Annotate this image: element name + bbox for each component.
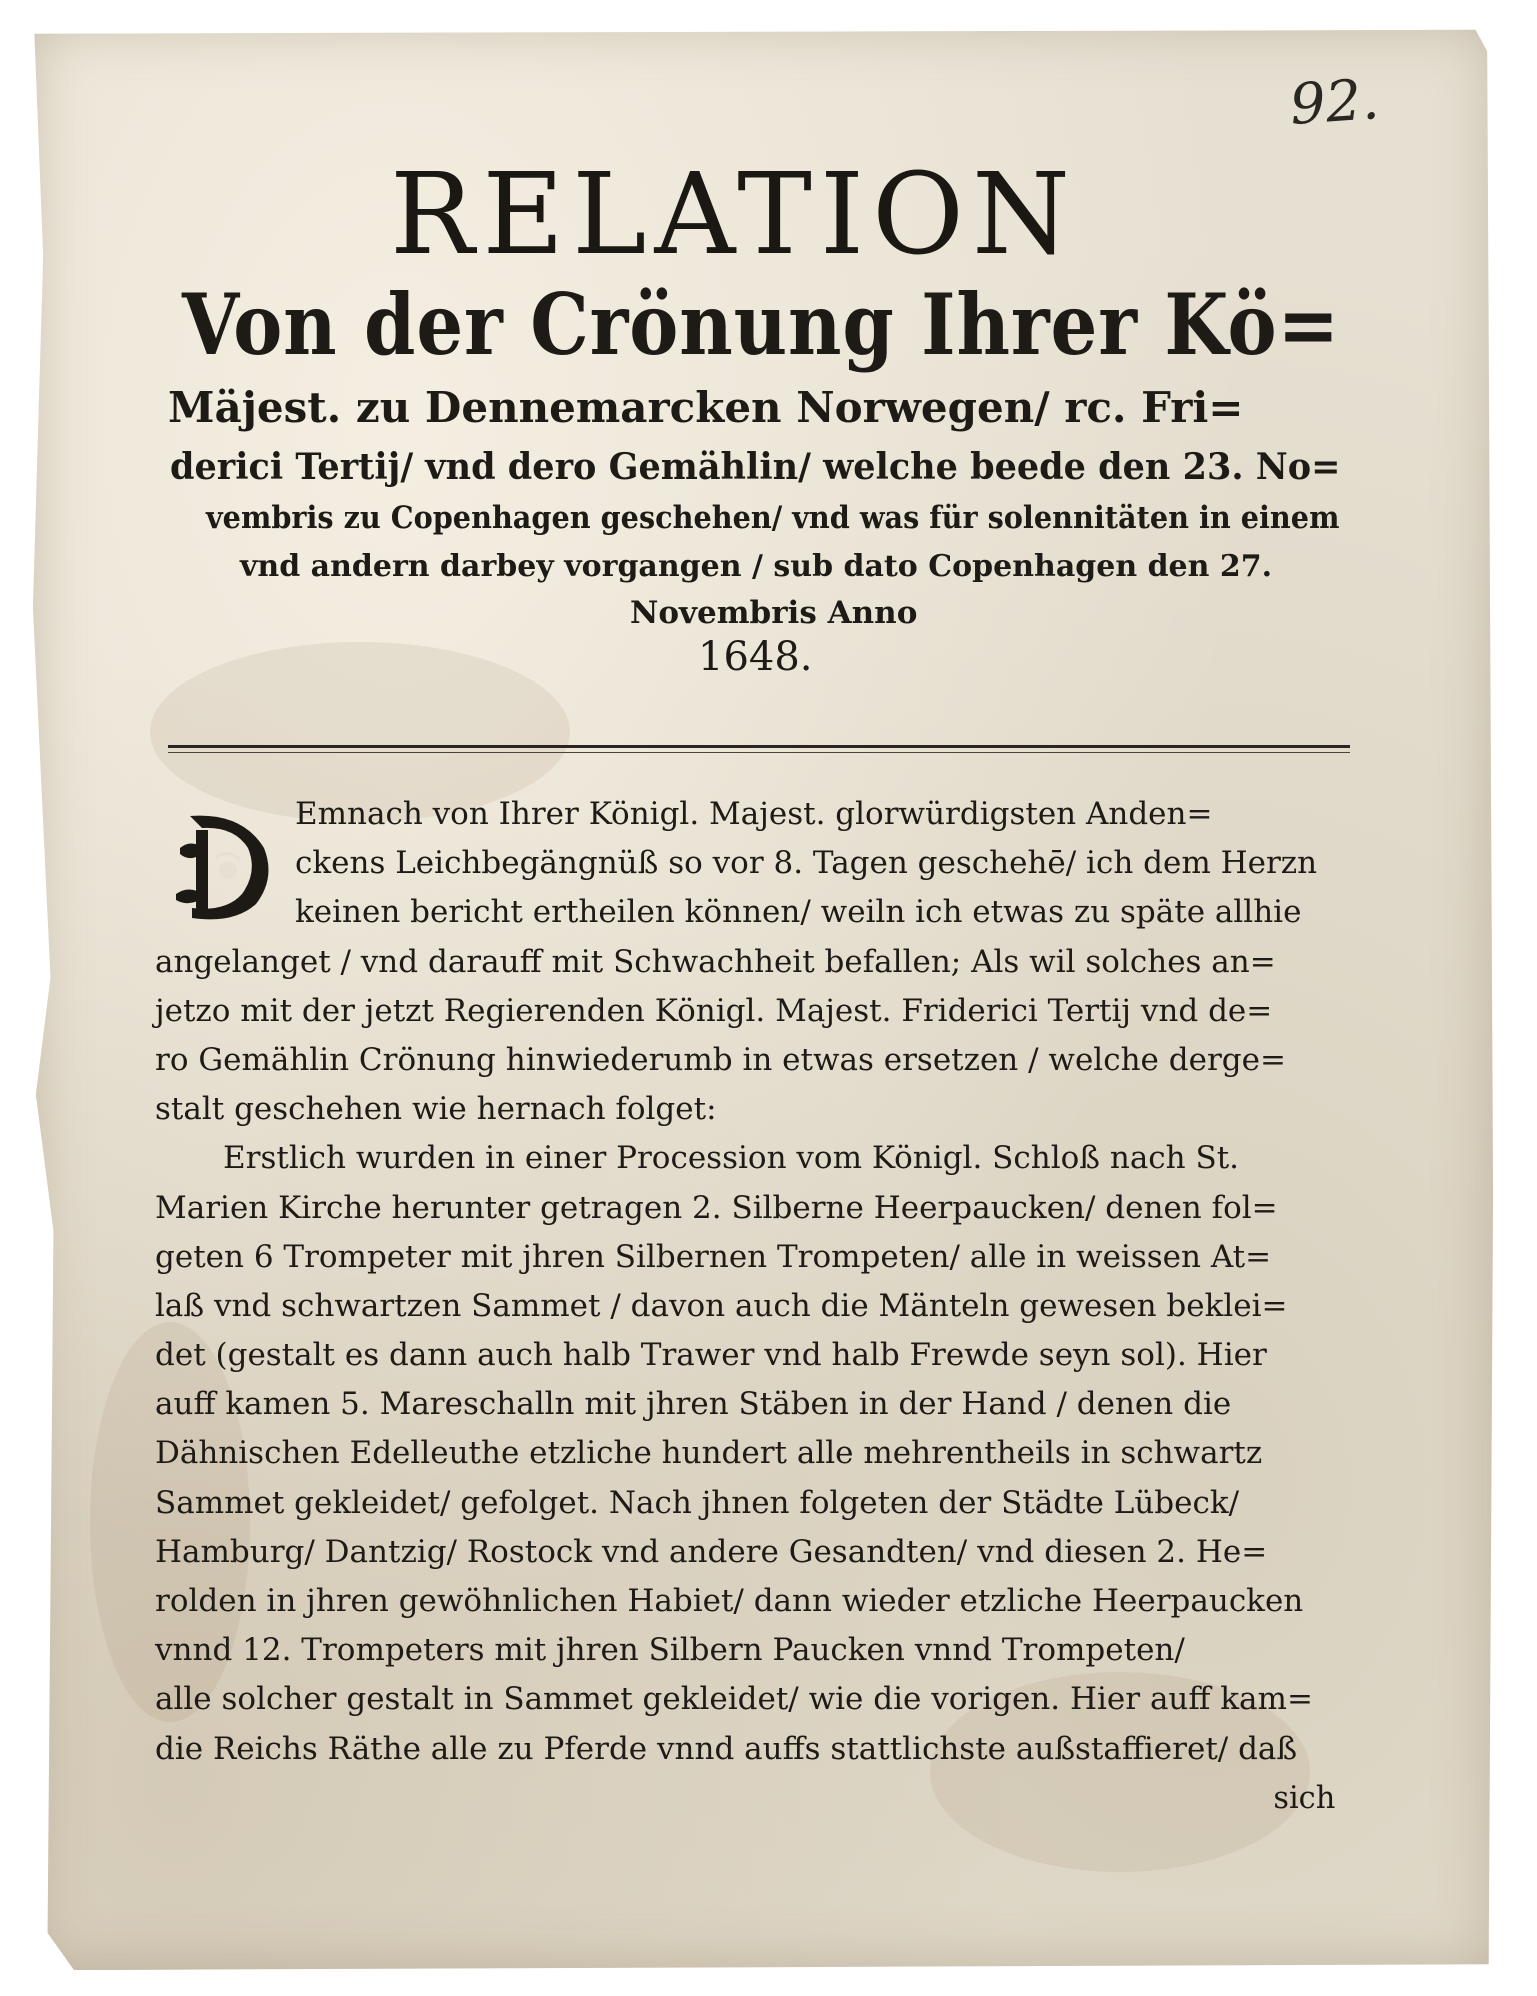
- body-line: keinen bericht ertheilen können/ weiln ich etwas zu späte allhie: [295, 894, 1302, 931]
- divider-rule-thin: [168, 752, 1350, 753]
- body-line: det (gestalt es dann auch halb Trawer vnd halb Frewde seyn sol). Hier: [155, 1337, 1267, 1374]
- body-line: angelanget / vnd darauff mit Schwachheit befallen; Als wil solches an=: [155, 943, 1276, 980]
- body-line: stalt geschehen wie hernach folget:: [155, 1091, 717, 1128]
- body-line: die Reichs Räthe alle zu Pferde vnnd auffs stattlichste außstaffieret/ daß: [155, 1730, 1298, 1767]
- body-line: Erstlich wurden in einer Procession vom Königl. Schloß nach St.: [223, 1140, 1240, 1177]
- body-line: Dähnischen Edelleuthe etzliche hundert alle mehrentheils in schwartz: [155, 1435, 1263, 1472]
- body-line: ro Gemählin Crönung hinwiederumb in etwas ersetzen / welche derge=: [155, 1041, 1286, 1078]
- subtitle-line: vnd andern darbey vorgangen / sub dato Copenhagen den 27.: [240, 549, 1273, 584]
- body-line: auff kamen 5. Mareschalln mit jhren Stäben in der Hand / denen die: [155, 1386, 1232, 1423]
- body-line: alle solcher gestalt in Sammet gekleidet/ wie die vorigen. Hier auff kam=: [155, 1681, 1313, 1718]
- document-body: [155, 790, 1335, 1823]
- subtitle-year: 1648.: [698, 634, 813, 680]
- divider-rule: [168, 745, 1350, 748]
- subtitle-line: derici Tertij/ vnd dero Gemählin/ welche beede den 23. No=: [170, 446, 1341, 488]
- subtitle-line: vembris zu Copenhagen geschehen/ vnd was für solennitäten in einem: [206, 500, 1340, 536]
- body-line: ckens Leichbegängnüß so vor 8. Tagen geschehē/ ich dem Herzn: [295, 845, 1318, 882]
- document-subtitle: [160, 275, 1341, 680]
- document-title: RELATION: [390, 150, 1078, 280]
- body-line: Emnach von Ihrer Königl. Majest. glorwürdigsten Anden=: [295, 796, 1213, 832]
- body-line: geten 6 Trompeter mit jhren Silbernen Trompeten/ alle in weissen At=: [155, 1238, 1272, 1275]
- body-line: sich: [1273, 1779, 1336, 1816]
- body-line: jetzo mit der jetzt Regierenden Königl. Majest. Friderici Tertij vnd de=: [155, 992, 1273, 1029]
- body-line: laß vnd schwartzen Sammet / davon auch die Mänteln gewesen beklei=: [155, 1287, 1288, 1324]
- body-line: Sammet gekleidet/ gefolget. Nach jhnen folgeten der Städte Lübeck/: [155, 1484, 1240, 1521]
- subtitle-line: Novembris Anno: [630, 595, 918, 631]
- subtitle-line: Mäjest. zu Dennemarcken Norwegen/ rc. Fri=: [168, 383, 1244, 432]
- page-number: 92.: [1287, 66, 1382, 139]
- body-line: rolden in jhren gewöhnlichen Habiet/ dann wieder etzliche Heerpaucken: [155, 1583, 1304, 1619]
- body-line: Hamburg/ Dantzig/ Rostock vnd andere Gesandten/ vnd diesen 2. He=: [155, 1533, 1268, 1570]
- subtitle-line: Von der Crönung Ihrer Kö=: [182, 275, 1341, 374]
- body-line: vnnd 12. Trompeters mit jhren Silbern Paucken vnnd Trompeten/: [155, 1632, 1185, 1669]
- body-line: Marien Kirche herunter getragen 2. Silberne Heerpaucken/ denen fol=: [155, 1189, 1278, 1226]
